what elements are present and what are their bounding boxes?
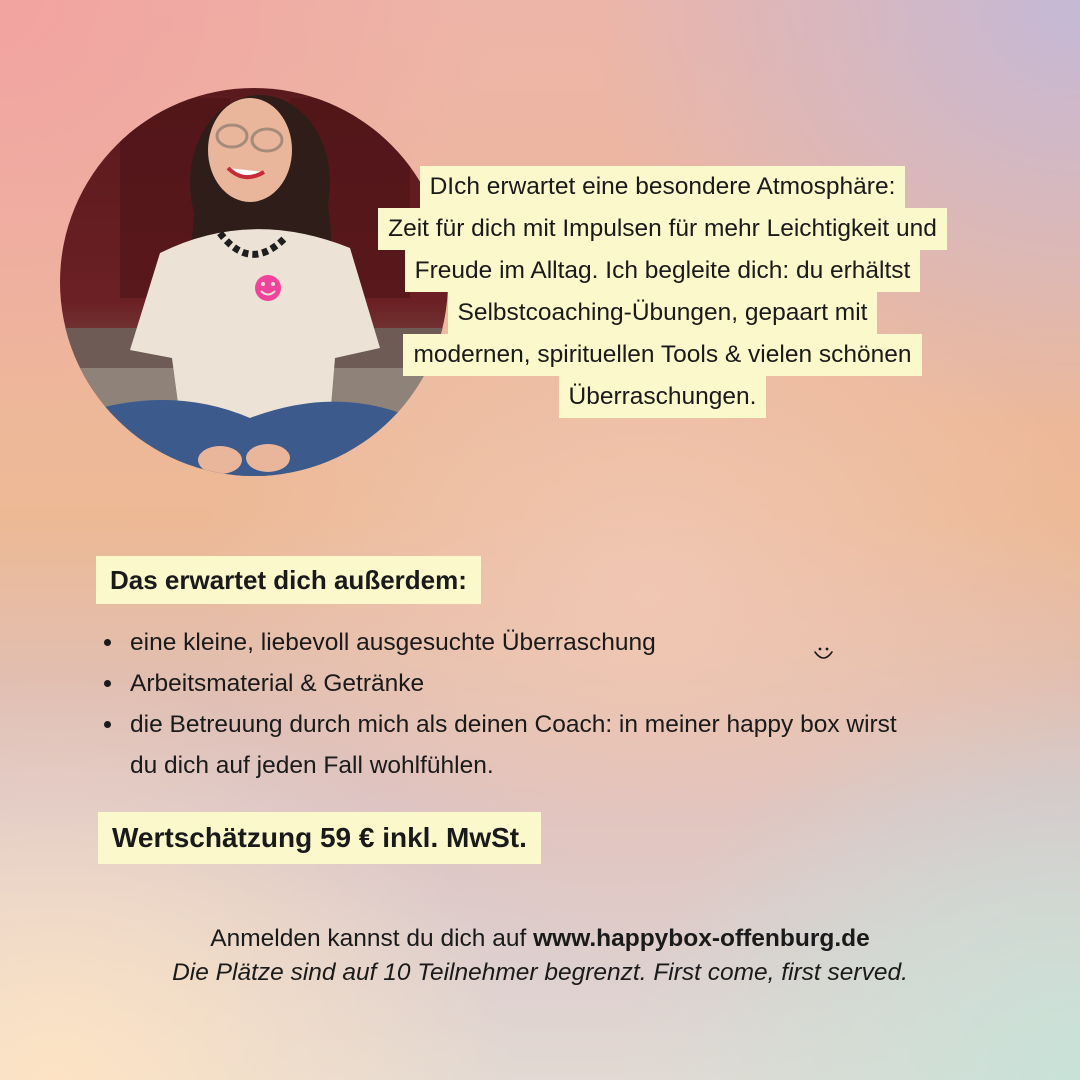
intro-line: Überraschungen. — [559, 376, 767, 418]
intro-line: Zeit für dich mit Impulsen für mehr Leichtigkeit und — [378, 208, 947, 250]
limit-note: Die Plätze sind auf 10 Teilnehmer begrenzt. First come, first served. — [172, 959, 908, 986]
signup-line — [0, 922, 1080, 956]
intro-line: DIch erwartet eine besondere Atmosphäre: — [420, 166, 906, 208]
extras-list — [104, 622, 934, 786]
intro-line: Freude im Alltag. Ich begleite dich: du erhältst — [405, 250, 921, 292]
list-item: die Betreuung durch mich als deinen Coach: in meiner happy box wirst du dich auf jeden Fall wohlfühlen. — [104, 704, 900, 786]
price-label: Wertschätzung 59 € inkl. MwSt. — [98, 812, 541, 864]
footer — [0, 922, 1080, 990]
website-link[interactable]: www.happybox-offenburg.de — [533, 925, 870, 952]
signup-prefix: Anmelden kannst du dich auf — [210, 925, 534, 952]
intro-text — [330, 166, 995, 418]
list-item: eine kleine, liebevoll ausgesuchte Überraschung — [104, 622, 934, 663]
intro-line: modernen, spirituellen Tools & vielen schönen — [403, 334, 921, 376]
intro-line: Selbstcoaching-Übungen, gepaart mit — [448, 292, 878, 334]
extras-heading: Das erwartet dich außerdem: — [96, 556, 481, 604]
smiley-icon — [812, 640, 836, 669]
list-item: Arbeitsmaterial & Getränke — [104, 663, 934, 704]
